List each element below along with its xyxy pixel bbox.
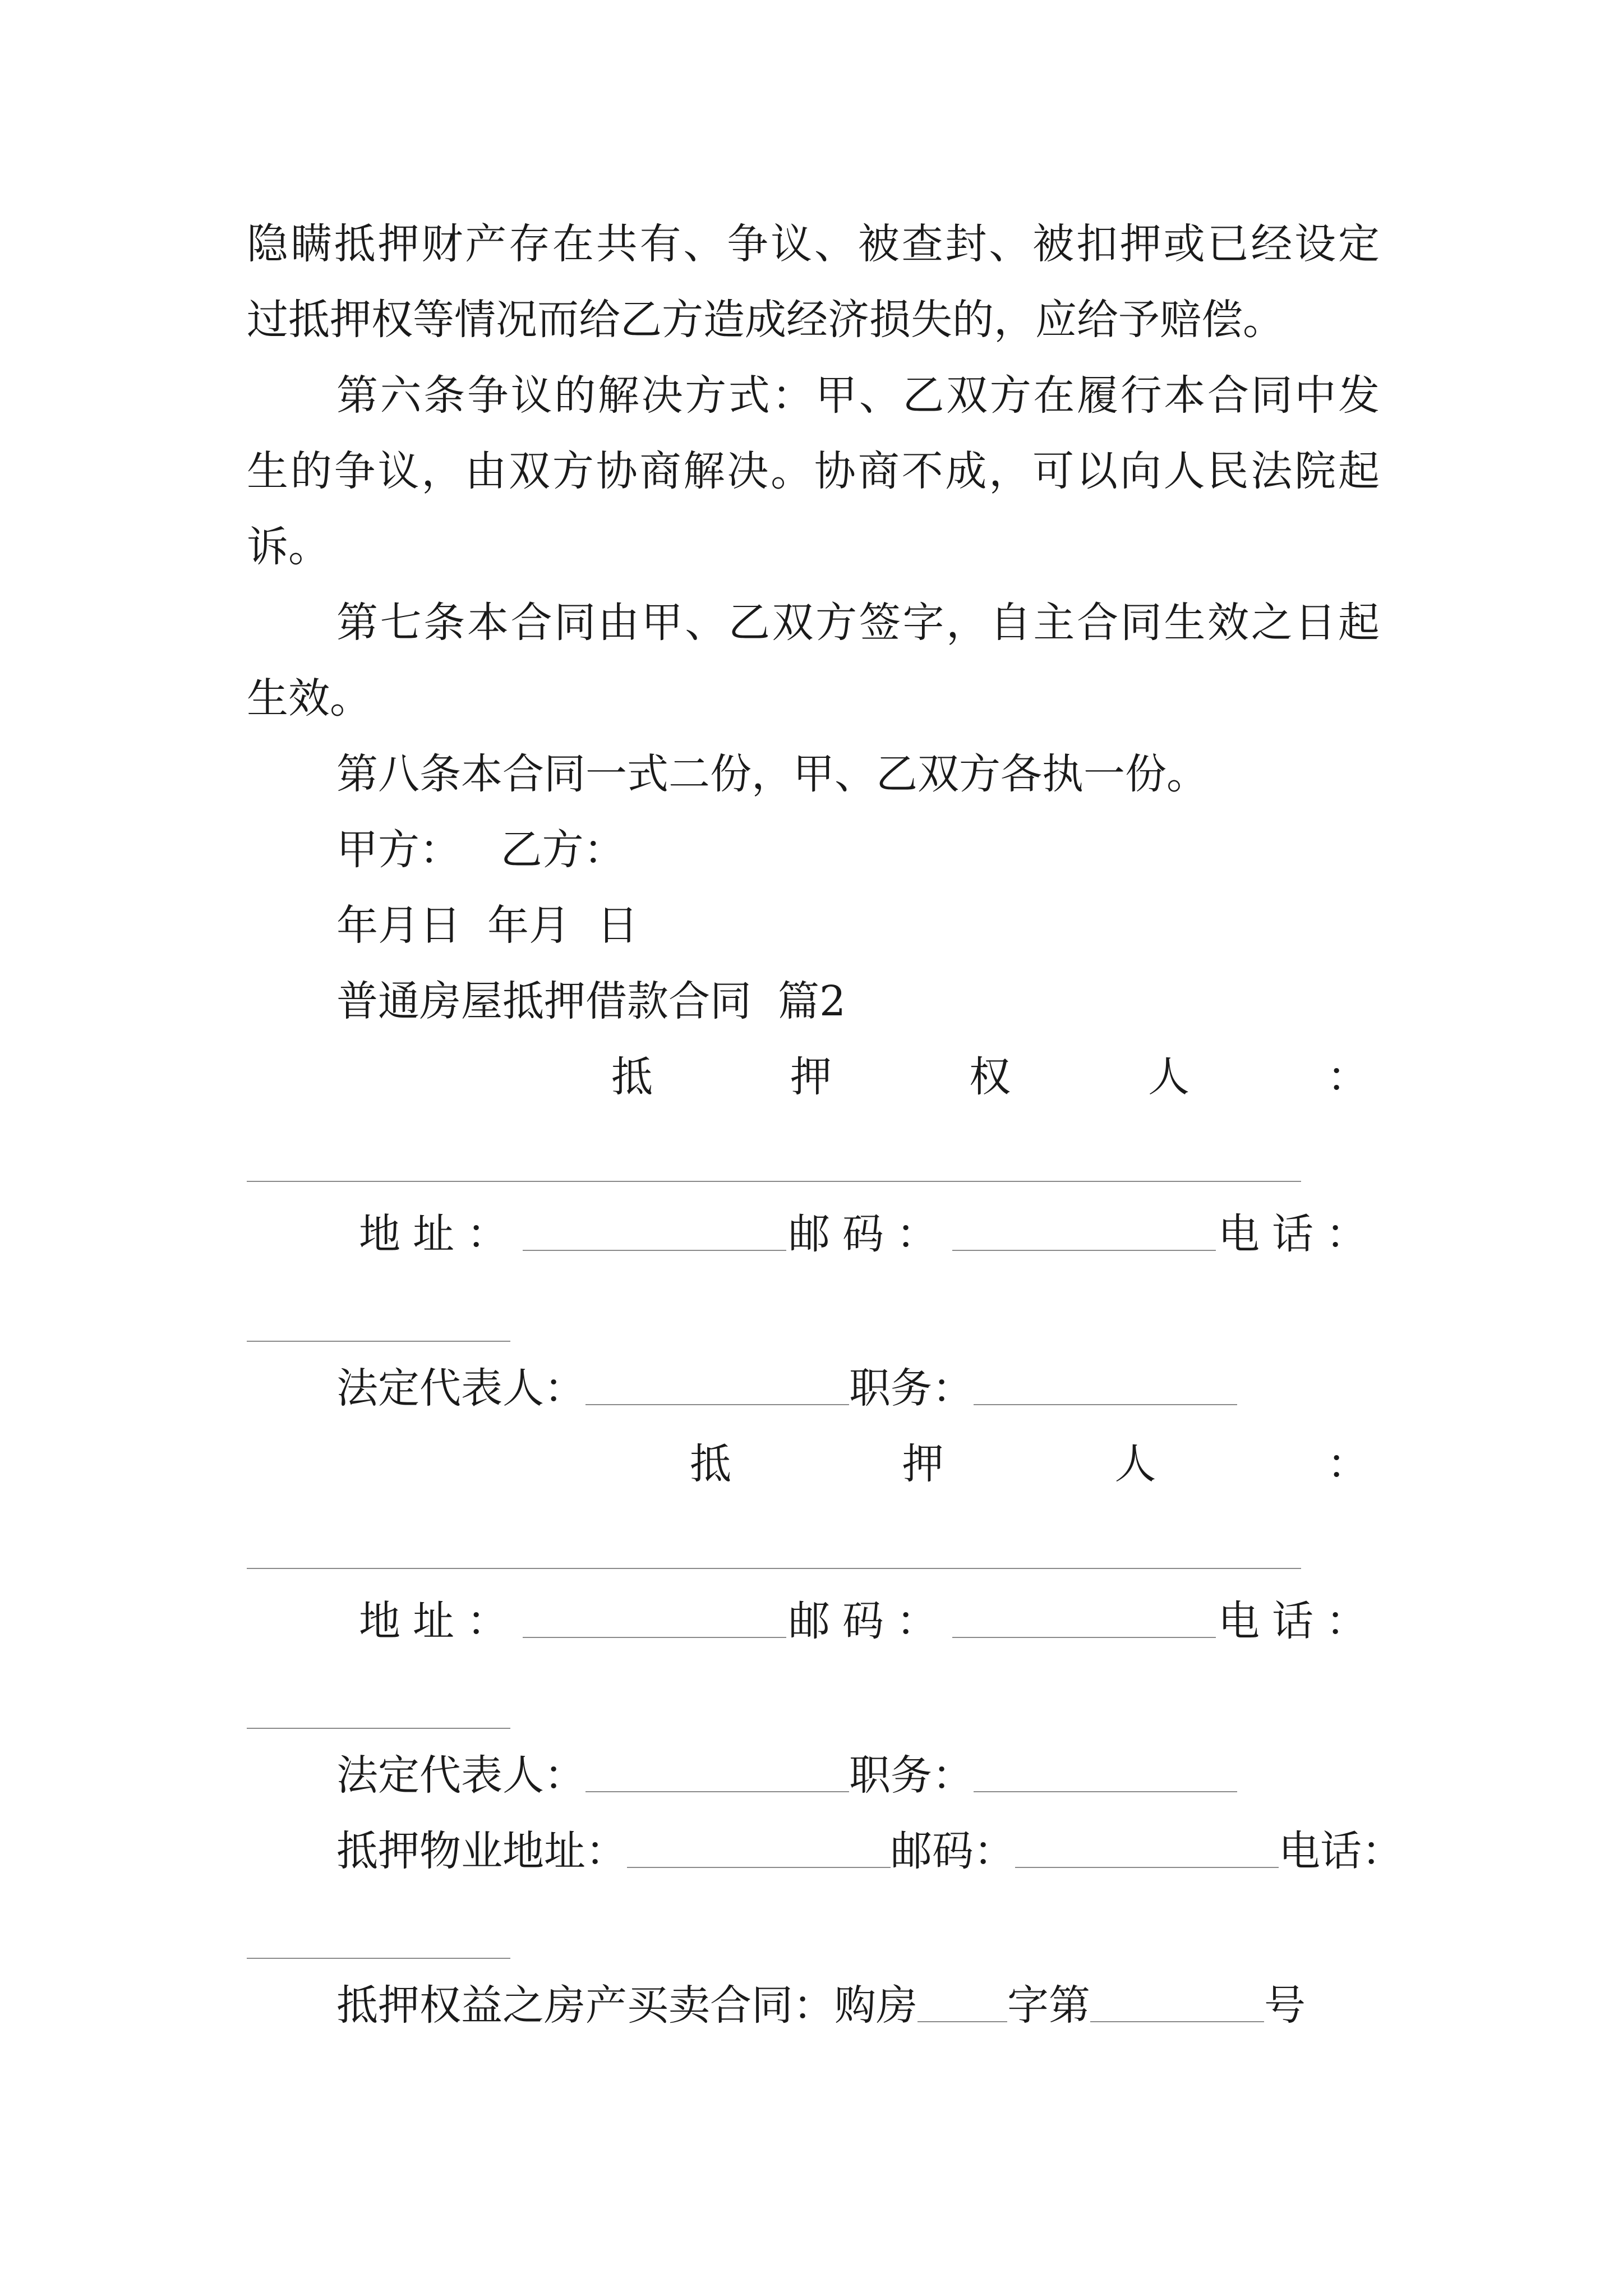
mortgagor-char: 押 <box>902 1440 944 1488</box>
mortgagee-char: 权 <box>969 1053 1011 1101</box>
mortgagor-postcode-label: 邮码： <box>789 1597 950 1645</box>
mortgagee-address-label: 地址： <box>359 1210 520 1258</box>
mortgagee-postcode-label: 邮码： <box>789 1210 950 1258</box>
property-phone-label: 电话： <box>1279 1827 1403 1875</box>
property-postcode-field[interactable] <box>1015 1867 1279 1868</box>
text-line-2: 过抵押权等情况而给乙方造成经济损失的，应给予赔偿。 <box>247 296 1284 344</box>
mortgagor-contact-row <box>359 1593 1380 1649</box>
mortgagee-phone-label: 电话： <box>1218 1210 1380 1258</box>
property-address-field[interactable] <box>627 1867 891 1868</box>
contract-row <box>336 1977 1306 2033</box>
contract-word-field[interactable] <box>917 2021 1007 2022</box>
mortgagee-char: 押 <box>790 1053 832 1101</box>
property-row <box>336 1823 1403 1879</box>
article-8-line: 第八条本合同一式二份，甲、乙双方各执一份。 <box>336 750 1208 798</box>
article-7-line-2: 生效。 <box>247 674 371 723</box>
mortgagee-char: 抵 <box>611 1053 653 1101</box>
mortgagor-label <box>690 1436 1368 1492</box>
mortgagee-char: ： <box>1327 1053 1368 1101</box>
text-line-1: 隐瞒抵押财产存在共有、争议、被查封、被扣押或已经设定 <box>247 220 1380 268</box>
mortgagor-rep-row <box>336 1747 1237 1803</box>
mortgagee-position-field[interactable] <box>974 1404 1237 1405</box>
mortgagee-phone-field[interactable] <box>247 1341 510 1342</box>
mortgagee-position-label: 职务： <box>849 1364 974 1412</box>
mortgagor-rep-label: 法定代表人： <box>336 1751 585 1800</box>
property-address-label: 抵押物业地址： <box>336 1827 627 1875</box>
signature-parties: 甲方： 乙方： <box>336 826 625 874</box>
mortgagee-char: 人 <box>1148 1053 1189 1101</box>
mortgagor-char: 人 <box>1114 1440 1156 1488</box>
mortgagee-address-field[interactable] <box>523 1250 786 1251</box>
property-phone-field[interactable] <box>247 1958 510 1959</box>
mortgagor-position-label: 职务： <box>849 1751 974 1800</box>
property-postcode-label: 邮码： <box>891 1827 1015 1875</box>
mortgagor-phone-label: 电话： <box>1218 1597 1380 1645</box>
mortgagor-char: 抵 <box>690 1440 731 1488</box>
mortgagee-contact-row <box>359 1206 1380 1262</box>
mortgagor-phone-field[interactable] <box>247 1728 510 1729</box>
article-6-line-1: 第六条争议的解决方式：甲、乙双方在履行本合同中发 <box>336 371 1380 420</box>
signature-dates: 年月日 年月 日 <box>336 901 639 950</box>
mortgagor-name-field[interactable] <box>247 1568 1301 1569</box>
section-title-2: 普通房屋抵押借款合同 篇2 <box>336 977 846 1025</box>
mortgagee-name-field[interactable] <box>247 1181 1301 1182</box>
mortgagor-char: ： <box>1326 1440 1368 1488</box>
mortgagee-label <box>611 1049 1368 1105</box>
contract-hao-label: 号 <box>1264 1981 1306 2030</box>
mortgagee-rep-label: 法定代表人： <box>336 1364 585 1412</box>
contract-zi-label: 字第 <box>1007 1981 1090 2030</box>
mortgagor-rep-field[interactable] <box>585 1791 849 1792</box>
contract-number-field[interactable] <box>1090 2021 1264 2022</box>
mortgagee-rep-field[interactable] <box>585 1404 849 1405</box>
mortgagor-address-label: 地址： <box>359 1597 520 1645</box>
mortgagor-address-field[interactable] <box>523 1637 786 1638</box>
article-6-line-2: 生的争议，由双方协商解决。协商不成，可以向人民法院起 <box>247 447 1380 495</box>
mortgagor-position-field[interactable] <box>974 1791 1237 1792</box>
mortgagor-postcode-field[interactable] <box>952 1637 1216 1638</box>
article-6-line-3: 诉。 <box>247 523 330 571</box>
mortgagee-rep-row <box>336 1360 1237 1416</box>
article-7-line-1: 第七条本合同由甲、乙双方签字，自主合同生效之日起 <box>336 599 1380 647</box>
mortgagee-postcode-field[interactable] <box>952 1250 1216 1251</box>
contract-label: 抵押权益之房产买卖合同：购房 <box>336 1981 917 2030</box>
